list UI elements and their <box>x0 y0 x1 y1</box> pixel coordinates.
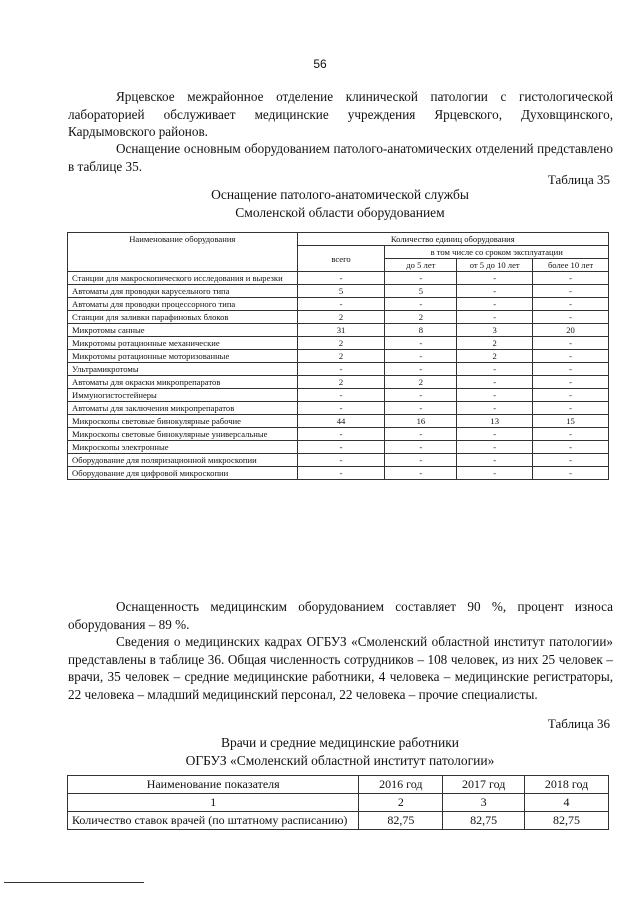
table-row <box>68 428 609 441</box>
table-row <box>68 454 609 467</box>
header-by-age: в том числе со сроком эксплуатации <box>385 246 609 259</box>
table-row <box>68 272 609 285</box>
equipment-lt5-value: - <box>385 441 457 454</box>
table-35-title-1: Оснащение патолого-анатомической службы <box>211 187 469 202</box>
equipment-name: Микроскопы световые бинокулярные универсальные <box>68 428 298 441</box>
t36-header-name: Наименование показателя <box>68 776 359 794</box>
equipment-total-value: - <box>297 402 385 415</box>
equipment-lt5-value: - <box>385 454 457 467</box>
table-row <box>68 311 609 324</box>
equipment-lt5-value: - <box>385 298 457 311</box>
t36-colnum-3: 3 <box>443 794 525 812</box>
equipment-name: Микротомы ротационные моторизованные <box>68 350 298 363</box>
paragraph-3-text: Оснащенность медицинским оборудованием составляет 90 %, процент износа оборудования – 89 %. <box>68 599 613 632</box>
equipment-name: Автоматы для проводки процессорного типа <box>68 298 298 311</box>
paragraph-4-text: Сведения о медицинских кадрах ОГБУЗ «Смоленский областной институт патологии» представлены в таблице 36. Общая численность сотрудников – 108 человек, из них 25 человек – врачи, 35 человек – средние медицинские работники, 4 человека – медицинские регистраторы, 22 человека – младший медицинский персонал, 22 человека – прочие специалисты. <box>68 634 613 702</box>
equipment-total-value: 2 <box>297 337 385 350</box>
equipment-gt10-value: 15 <box>533 415 609 428</box>
equipment-name: Иммуногистостейнеры <box>68 389 298 402</box>
equipment-lt5-value: 2 <box>385 311 457 324</box>
paragraph-4 <box>68 633 613 703</box>
header-5to10: от 5 до 10 лет <box>457 259 533 272</box>
header-lt5: до 5 лет <box>385 259 457 272</box>
table-row <box>68 337 609 350</box>
header-name: Наименование оборудования <box>68 233 298 272</box>
equipment-mid-value: - <box>457 441 533 454</box>
equipment-name: Оборудование для поляризационной микроскопии <box>68 454 298 467</box>
equipment-total-value: - <box>297 428 385 441</box>
equipment-lt5-value: - <box>385 363 457 376</box>
equipment-mid-value: - <box>457 467 533 480</box>
equipment-lt5-value: - <box>385 467 457 480</box>
table-36-title-2: ОГБУЗ «Смоленский областной институт патологии» <box>185 753 495 768</box>
equipment-name: Автоматы для проводки карусельного типа <box>68 285 298 298</box>
table-row <box>68 376 609 389</box>
equipment-mid-value: - <box>457 402 533 415</box>
equipment-total-value: 2 <box>297 376 385 389</box>
equipment-lt5-value: - <box>385 389 457 402</box>
header-total: всего <box>297 246 385 272</box>
equipment-name: Автоматы для окраски микропрепаратов <box>68 376 298 389</box>
t36-row-2017: 82,75 <box>443 812 525 830</box>
t36-colnum-4: 4 <box>525 794 609 812</box>
equipment-gt10-value: - <box>533 298 609 311</box>
equipment-gt10-value: - <box>533 337 609 350</box>
equipment-mid-value: - <box>457 363 533 376</box>
equipment-mid-value: - <box>457 389 533 402</box>
table-35-title-2: Смоленской области оборудованием <box>235 205 445 220</box>
header-qty: Количество единиц оборудования <box>297 233 608 246</box>
equipment-total-value: 2 <box>297 350 385 363</box>
equipment-total-value: 2 <box>297 311 385 324</box>
equipment-gt10-value: - <box>533 350 609 363</box>
equipment-name: Оборудование для цифровой микроскопии <box>68 467 298 480</box>
equipment-name: Микроскопы электронные <box>68 441 298 454</box>
equipment-name: Микротомы ротационные механические <box>68 337 298 350</box>
equipment-mid-value: - <box>457 298 533 311</box>
equipment-mid-value: - <box>457 454 533 467</box>
equipment-gt10-value: - <box>533 376 609 389</box>
equipment-mid-value: 2 <box>457 337 533 350</box>
table-row <box>68 467 609 480</box>
t36-colnum-1: 1 <box>68 794 359 812</box>
equipment-lt5-value: 16 <box>385 415 457 428</box>
equipment-total-value: - <box>297 441 385 454</box>
equipment-lt5-value: - <box>385 272 457 285</box>
paragraph-2-text: Оснащение основным оборудованием патолого-анатомических отделений представлено в таблице 35. <box>68 141 613 174</box>
equipment-name: Микротомы санные <box>68 324 298 337</box>
t36-row-2016: 82,75 <box>359 812 443 830</box>
table-row <box>68 363 609 376</box>
equipment-lt5-value: - <box>385 428 457 441</box>
equipment-gt10-value: - <box>533 363 609 376</box>
equipment-total-value: - <box>297 298 385 311</box>
equipment-gt10-value: - <box>533 428 609 441</box>
header-gt10: более 10 лет <box>533 259 609 272</box>
equipment-total-value: - <box>297 454 385 467</box>
equipment-total-value: 5 <box>297 285 385 298</box>
table-36 <box>67 775 609 830</box>
table-35 <box>67 232 609 480</box>
table-row <box>68 441 609 454</box>
t36-row-2018: 82,75 <box>525 812 609 830</box>
equipment-total-value: - <box>297 467 385 480</box>
equipment-lt5-value: 2 <box>385 376 457 389</box>
equipment-mid-value: 13 <box>457 415 533 428</box>
equipment-gt10-value: - <box>533 441 609 454</box>
equipment-lt5-value: - <box>385 350 457 363</box>
equipment-total-value: - <box>297 363 385 376</box>
equipment-gt10-value: - <box>533 311 609 324</box>
table-row <box>68 298 609 311</box>
table-row <box>68 389 609 402</box>
footnote-divider <box>4 882 144 883</box>
equipment-name: Автоматы для заключения микропрепаратов <box>68 402 298 415</box>
equipment-name: Микроскопы световые бинокулярные рабочие <box>68 415 298 428</box>
paragraph-1 <box>68 88 613 141</box>
t36-header-2017: 2017 год <box>443 776 525 794</box>
page-number: 56 <box>313 57 327 71</box>
paragraph-3 <box>68 598 613 633</box>
table-row <box>68 415 609 428</box>
equipment-gt10-value: - <box>533 285 609 298</box>
equipment-total-value: - <box>297 389 385 402</box>
table-36-title-1: Врачи и средние медицинские работники <box>220 735 460 750</box>
table-row <box>68 402 609 415</box>
equipment-mid-value: - <box>457 285 533 298</box>
equipment-mid-value: - <box>457 376 533 389</box>
equipment-mid-value: - <box>457 428 533 441</box>
t36-header-2016: 2016 год <box>359 776 443 794</box>
table-row <box>68 350 609 363</box>
equipment-mid-value: - <box>457 311 533 324</box>
equipment-gt10-value: - <box>533 272 609 285</box>
equipment-lt5-value: - <box>385 337 457 350</box>
equipment-mid-value: 3 <box>457 324 533 337</box>
equipment-mid-value: - <box>457 272 533 285</box>
table-row <box>68 812 609 830</box>
equipment-gt10-value: - <box>533 389 609 402</box>
t36-row-name: Количество ставок врачей (по штатному расписанию) <box>68 812 359 830</box>
equipment-gt10-value: - <box>533 467 609 480</box>
equipment-mid-value: 2 <box>457 350 533 363</box>
paragraph-2 <box>68 140 613 175</box>
equipment-total-value: 31 <box>297 324 385 337</box>
table-35-label: Таблица 35 <box>547 172 610 187</box>
table-row <box>68 285 609 298</box>
equipment-lt5-value: 8 <box>385 324 457 337</box>
equipment-total-value: 44 <box>297 415 385 428</box>
t36-colnum-2: 2 <box>359 794 443 812</box>
equipment-gt10-value: - <box>533 454 609 467</box>
table-36-label: Таблица 36 <box>547 716 610 731</box>
table-row <box>68 324 609 337</box>
equipment-gt10-value: 20 <box>533 324 609 337</box>
paragraph-1-text: Ярцевское межрайонное отделение клинической патологии с гистологической лабораторией обслуживает медицинские учреждения Ярцевского, Духовщинского, Кардымовского районов. <box>68 89 613 139</box>
equipment-name: Ультрамикротомы <box>68 363 298 376</box>
equipment-name: Станции для заливки парафиновых блоков <box>68 311 298 324</box>
equipment-lt5-value: 5 <box>385 285 457 298</box>
table-35-body <box>68 272 609 480</box>
equipment-lt5-value: - <box>385 402 457 415</box>
equipment-name: Станции для макроскопического исследования и вырезки <box>68 272 298 285</box>
equipment-gt10-value: - <box>533 402 609 415</box>
equipment-total-value: - <box>297 272 385 285</box>
t36-header-2018: 2018 год <box>525 776 609 794</box>
